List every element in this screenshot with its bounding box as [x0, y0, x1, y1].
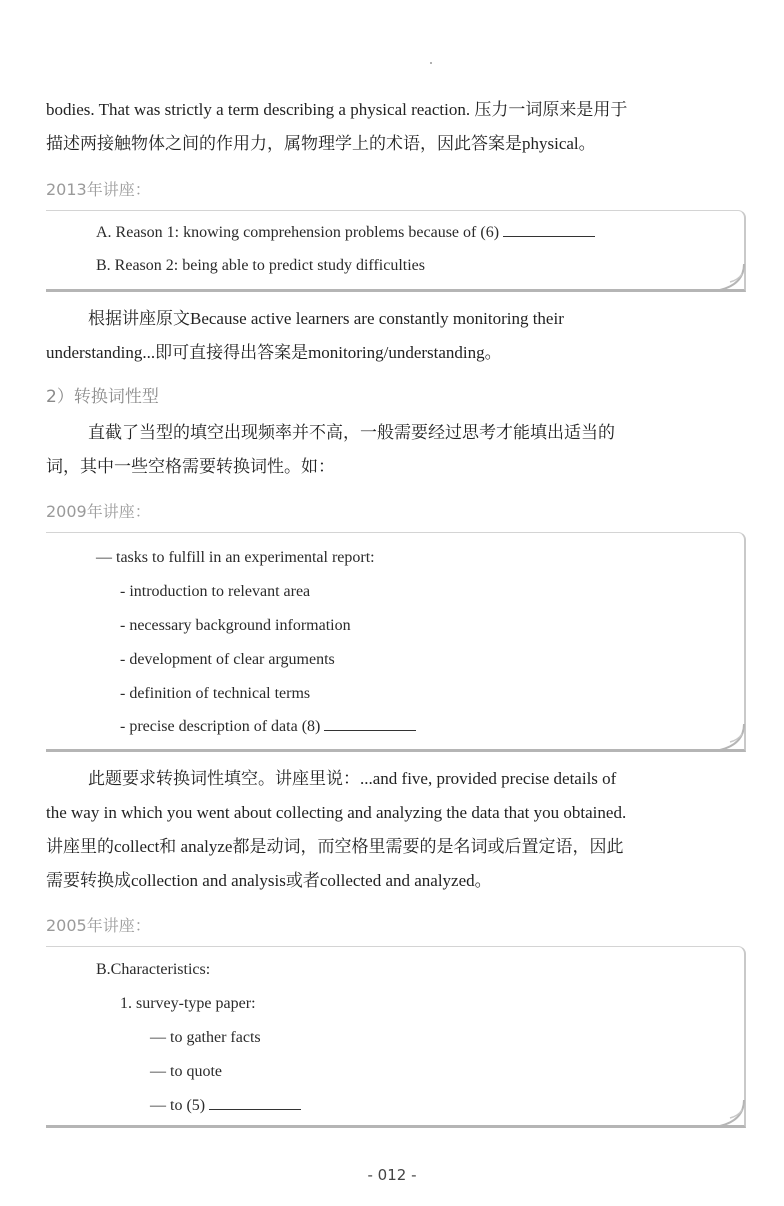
excerpt-box-2009: [46, 532, 746, 752]
lecture-label-2009: 2009年讲座：: [46, 502, 151, 521]
answer-blank[interactable]: [503, 222, 595, 237]
speck-mark: [430, 62, 432, 64]
excerpt-line: — to gather facts: [150, 1029, 261, 1046]
paragraph-physical: [46, 93, 742, 161]
lecture-label-2005: 2005年讲座：: [46, 916, 151, 935]
excerpt-line: — to quote: [150, 1063, 222, 1080]
excerpt-line: - definition of technical terms: [120, 685, 311, 702]
excerpt-box-2013: [46, 210, 746, 292]
paragraph-conversion: [46, 762, 742, 898]
paragraph-line: 词，其中一些空格需要转换词性。如：: [46, 457, 335, 476]
excerpt-line: A. Reason 1: knowing comprehension problems because of (6): [96, 222, 595, 244]
paragraph-line: 此题要求转换词性填空。讲座里说：...and five, provided precise details of: [88, 769, 617, 788]
answer-blank[interactable]: [209, 1095, 301, 1110]
lecture-label-2013: 2013年讲座：: [46, 180, 151, 199]
excerpt-line: - introduction to relevant area: [120, 583, 311, 600]
excerpt-line: B.Characteristics:: [96, 961, 211, 978]
paragraph-line: 描述两接触物体之间的作用力，属物理学上的术语，因此答案是physical。: [46, 134, 596, 153]
excerpt-box-2005: [46, 946, 746, 1128]
page-curl-icon: [716, 1098, 746, 1128]
paragraph-line: 讲座里的collect和 analyze都是动词，而空格里需要的是名词或后置定语，因此: [46, 837, 624, 856]
excerpt-line: — tasks to fulfill in an experimental report:: [96, 549, 375, 566]
excerpt-line: - necessary background information: [120, 617, 351, 634]
paragraph-line: bodies. That was strictly a term describing a physical reaction. 压力一词原来是用于: [46, 100, 628, 119]
page-number: - 012 -: [367, 1166, 417, 1184]
answer-blank[interactable]: [324, 716, 416, 731]
paragraph-line: the way in which you went about collecting and analyzing the data that you obtained.: [46, 803, 627, 822]
excerpt-line: - development of clear arguments: [120, 651, 335, 668]
page-curl-icon: [716, 722, 746, 752]
excerpt-line: - precise description of data (8): [120, 716, 416, 738]
paragraph-line: understanding...即可直接得出答案是monitoring/understanding。: [46, 343, 502, 362]
page-curl-icon: [716, 262, 746, 292]
excerpt-line: B. Reason 2: being able to predict study difficulties: [96, 257, 425, 274]
paragraph-line: 根据讲座原文Because active learners are constantly monitoring their: [88, 309, 564, 328]
paragraph-intro: [46, 416, 742, 484]
paragraph-monitoring: [46, 302, 742, 370]
excerpt-line: — to (5): [150, 1095, 301, 1117]
excerpt-line: 1. survey-type paper:: [120, 995, 256, 1012]
section-heading: 2）转换词性型: [46, 387, 159, 407]
paragraph-line: 直截了当型的填空出现频率并不高，一般需要经过思考才能填出适当的: [88, 423, 615, 442]
paragraph-line: 需要转换成collection and analysis或者collected and analyzed。: [46, 871, 492, 890]
